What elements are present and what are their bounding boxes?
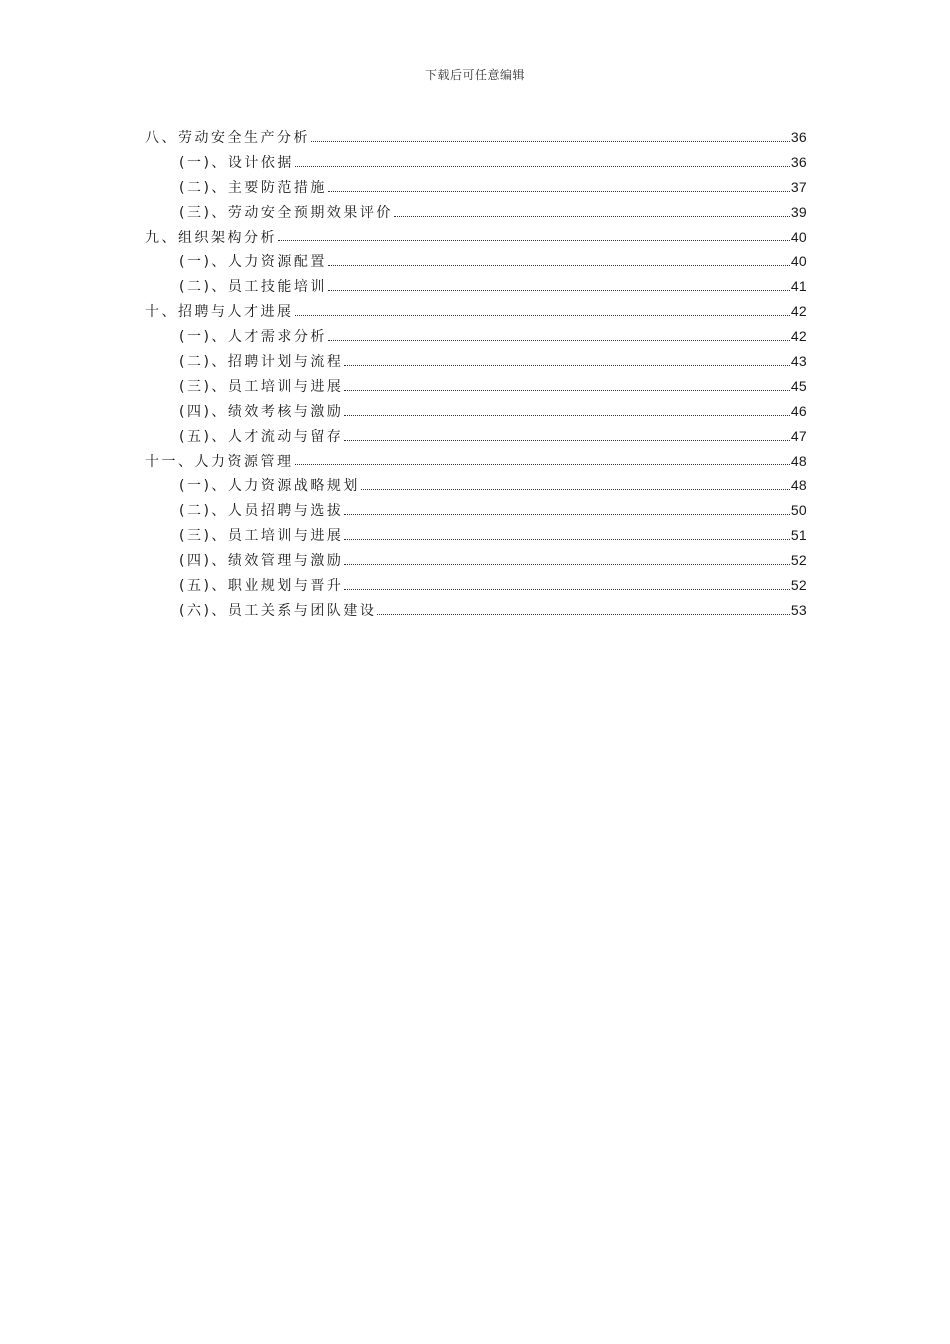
- toc-entry-title: (五)、人才流动与留存: [179, 428, 344, 445]
- toc-entry-title: 十一、人力资源管理: [145, 453, 294, 470]
- toc-entry[interactable]: [145, 424, 807, 449]
- toc-entry-title: (二)、员工技能培训: [179, 279, 327, 296]
- toc-entry-title: (二)、人员招聘与选拔: [179, 503, 344, 520]
- toc-dot-leader: [295, 314, 790, 316]
- toc-dot-leader: [344, 513, 789, 515]
- toc-entry-page-number: 51: [790, 527, 807, 544]
- toc-entry-page-number: 39: [790, 203, 807, 220]
- toc-entry[interactable]: [145, 449, 807, 474]
- toc-entry-page-number: 42: [790, 328, 807, 345]
- toc-entry[interactable]: [145, 523, 807, 548]
- toc-entry[interactable]: [145, 548, 807, 573]
- toc-entry[interactable]: [145, 249, 807, 274]
- toc-dot-leader: [328, 190, 790, 192]
- toc-dot-leader: [344, 563, 789, 565]
- toc-entry-page-number: 50: [790, 502, 807, 519]
- toc-entry-title: (六)、员工关系与团队建设: [179, 602, 377, 619]
- toc-entry-page-number: 52: [790, 552, 807, 569]
- toc-entry-page-number: 40: [790, 228, 807, 245]
- toc-entry[interactable]: [145, 573, 807, 598]
- toc-dot-leader: [394, 215, 790, 217]
- toc-entry[interactable]: [145, 125, 807, 150]
- page-header-note: 下载后可任意编辑: [424, 68, 525, 82]
- toc-dot-leader: [377, 613, 789, 615]
- toc-dot-leader: [344, 389, 789, 391]
- toc-entry-page-number: 45: [790, 377, 807, 394]
- toc-entry[interactable]: [145, 374, 807, 399]
- table-of-contents: [145, 125, 807, 623]
- toc-dot-leader: [344, 414, 789, 416]
- toc-entry-title: (一)、人才需求分析: [179, 329, 327, 346]
- toc-entry[interactable]: [145, 349, 807, 374]
- toc-entry-page-number: 48: [790, 477, 807, 494]
- toc-dot-leader: [311, 140, 790, 142]
- toc-entry[interactable]: [145, 175, 807, 200]
- toc-entry-title: (一)、设计依据: [179, 154, 294, 171]
- toc-entry-title: (二)、主要防范措施: [179, 179, 327, 196]
- toc-dot-leader: [328, 289, 790, 291]
- toc-entry-title: (三)、劳动安全预期效果评价: [179, 204, 393, 221]
- toc-entry-title: (四)、绩效考核与激励: [179, 403, 344, 420]
- toc-entry-page-number: 42: [790, 303, 807, 320]
- toc-entry-page-number: 46: [790, 402, 807, 419]
- toc-entry[interactable]: [145, 324, 807, 349]
- toc-entry[interactable]: [145, 200, 807, 225]
- toc-entry[interactable]: [145, 274, 807, 299]
- toc-entry[interactable]: [145, 498, 807, 523]
- toc-entry[interactable]: [145, 150, 807, 175]
- toc-dot-leader: [344, 439, 789, 441]
- toc-dot-leader: [344, 364, 789, 366]
- toc-entry-page-number: 43: [790, 353, 807, 370]
- toc-entry[interactable]: [145, 225, 807, 250]
- toc-dot-leader: [328, 264, 790, 266]
- toc-entry[interactable]: [145, 299, 807, 324]
- toc-dot-leader: [361, 488, 790, 490]
- toc-entry-title: (三)、员工培训与进展: [179, 378, 344, 395]
- toc-dot-leader: [295, 463, 790, 465]
- toc-entry-title: (一)、人力资源配置: [179, 254, 327, 271]
- toc-entry[interactable]: [145, 598, 807, 623]
- toc-entry-title: 八、劳动安全生产分析: [145, 130, 310, 146]
- toc-entry-page-number: 37: [790, 178, 807, 195]
- toc-dot-leader: [328, 339, 790, 341]
- toc-entry-page-number: 36: [790, 153, 807, 170]
- toc-entry[interactable]: [145, 473, 807, 498]
- toc-entry-page-number: 36: [790, 129, 807, 145]
- toc-entry-page-number: 47: [790, 427, 807, 444]
- toc-entry-title: 九、组织架构分析: [145, 229, 277, 246]
- toc-entry-title: 十、招聘与人才进展: [145, 304, 294, 321]
- toc-dot-leader: [344, 588, 789, 590]
- toc-entry-page-number: 48: [790, 452, 807, 469]
- toc-entry[interactable]: [145, 399, 807, 424]
- toc-entry-title: (二)、招聘计划与流程: [179, 354, 344, 371]
- toc-entry-title: (一)、人力资源战略规划: [179, 478, 360, 495]
- toc-dot-leader: [295, 165, 790, 167]
- toc-entry-title: (四)、绩效管理与激励: [179, 553, 344, 570]
- toc-entry-page-number: 53: [790, 601, 807, 618]
- toc-entry-title: (五)、职业规划与晋升: [179, 578, 344, 595]
- toc-dot-leader: [278, 239, 790, 241]
- toc-dot-leader: [344, 538, 789, 540]
- toc-entry-page-number: 52: [790, 577, 807, 594]
- toc-entry-page-number: 41: [790, 278, 807, 295]
- toc-entry-page-number: 40: [790, 253, 807, 270]
- toc-entry-title: (三)、员工培训与进展: [179, 528, 344, 545]
